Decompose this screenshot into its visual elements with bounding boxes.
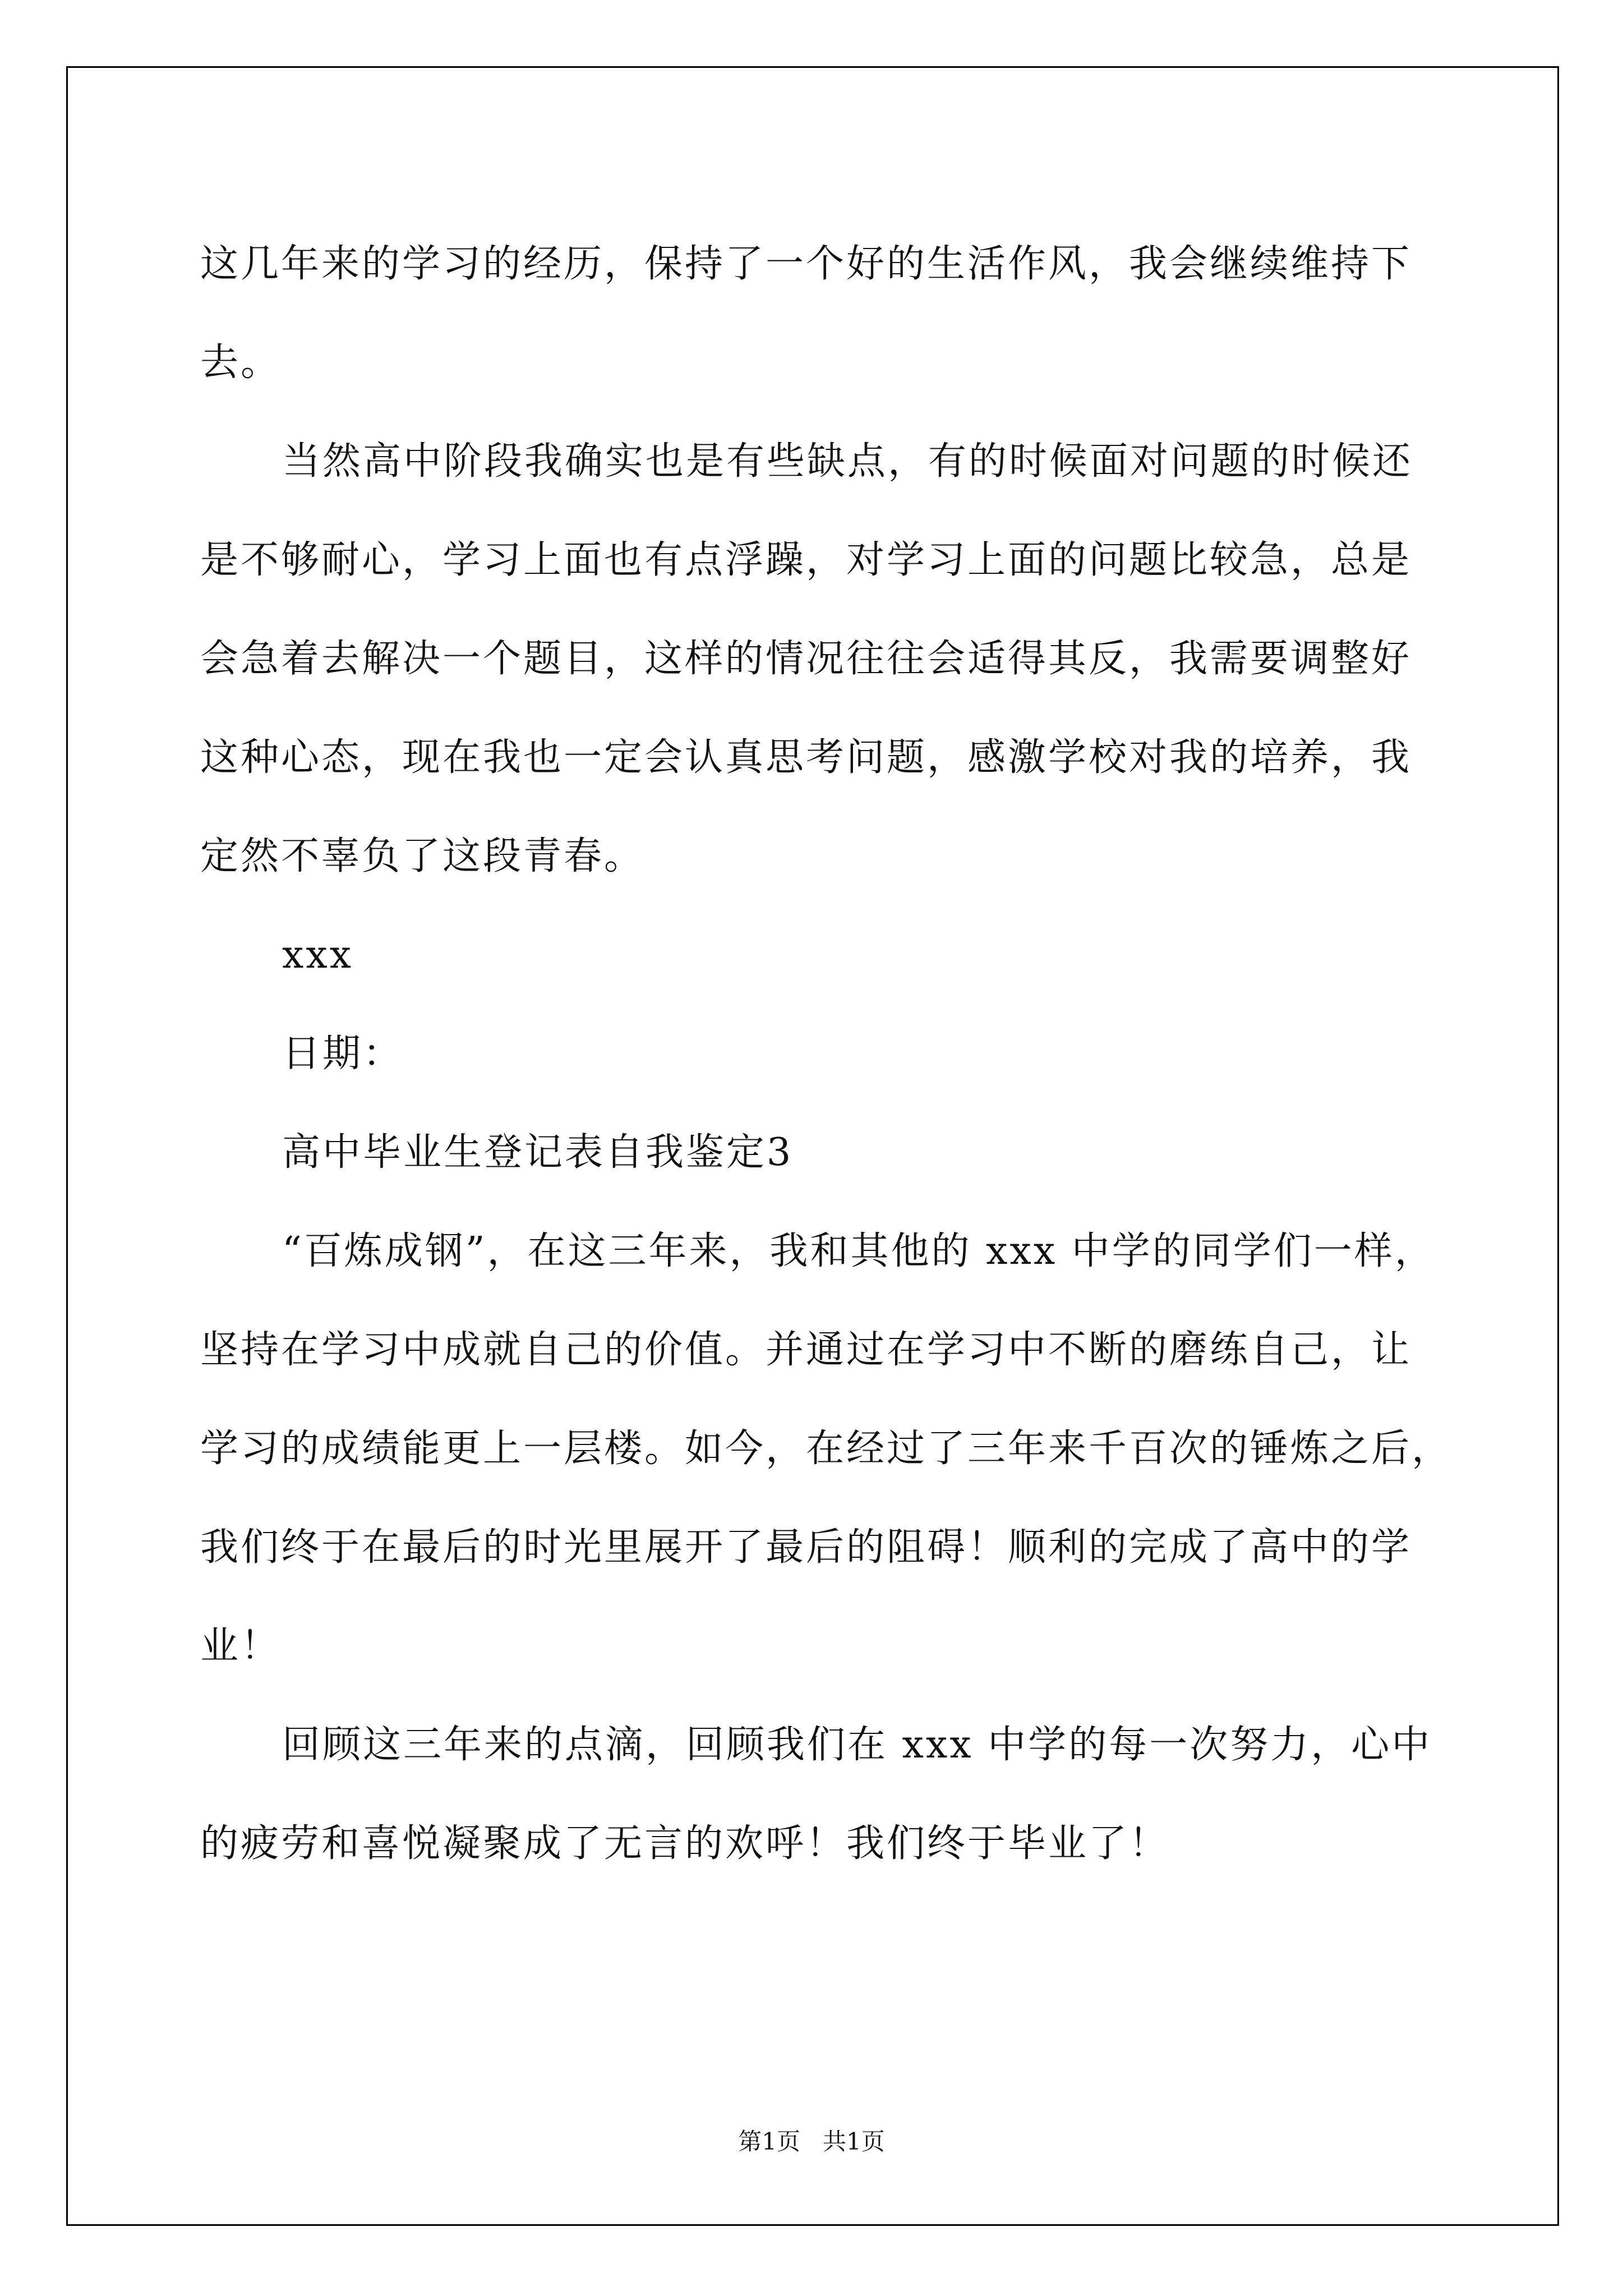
text-line: 会急着去解决一个题目，这样的情况往往会适得其反，我需要调整好 bbox=[200, 637, 1412, 681]
document-body bbox=[200, 215, 1484, 1893]
text-line: 我们终于在最后的时光里展开了最后的阻碍！顺利的完成了高中的学 bbox=[200, 1525, 1412, 1570]
text-line: “百炼成钢”，在这三年来，我和其他的 xxx 中学的同学们一样， bbox=[282, 1229, 1435, 1273]
text-line: 定然不辜负了这段青春。 bbox=[200, 834, 645, 878]
text-line: 学习的成绩能更上一层楼。如今，在经过了三年来千百次的锤炼之后， bbox=[200, 1427, 1453, 1471]
text-line: 是不够耐心，学习上面也有点浮躁，对学习上面的问题比较急，总是 bbox=[200, 538, 1412, 582]
text-line: 这几年来的学习的经历，保持了一个好的生活作风，我会继续维持下 bbox=[200, 242, 1412, 286]
text-line: 回顾这三年来的点滴，回顾我们在 xxx 中学的每一次努力，心中 bbox=[282, 1723, 1432, 1767]
section-heading: 高中毕业生登记表自我鉴定3 bbox=[282, 1130, 794, 1175]
page-footer: 第1页 共1页 bbox=[738, 2128, 885, 2155]
text-line: 当然高中阶段我确实也是有些缺点，有的时候面对问题的时候还 bbox=[282, 439, 1413, 484]
text-line: 去。 bbox=[200, 341, 282, 385]
text-line: 业！ bbox=[200, 1624, 282, 1668]
text-line: 坚持在学习中成就自己的价值。并通过在学习中不断的磨练自己，让 bbox=[200, 1328, 1412, 1372]
signature-name: xxx bbox=[282, 933, 354, 977]
text-line: 的疲劳和喜悦凝聚成了无言的欢呼！我们终于毕业了！ bbox=[200, 1821, 1170, 1866]
date-label: 日期： bbox=[282, 1032, 404, 1076]
text-line: 这种心态，现在我也一定会认真思考问题，感激学校对我的培养，我 bbox=[200, 735, 1412, 780]
